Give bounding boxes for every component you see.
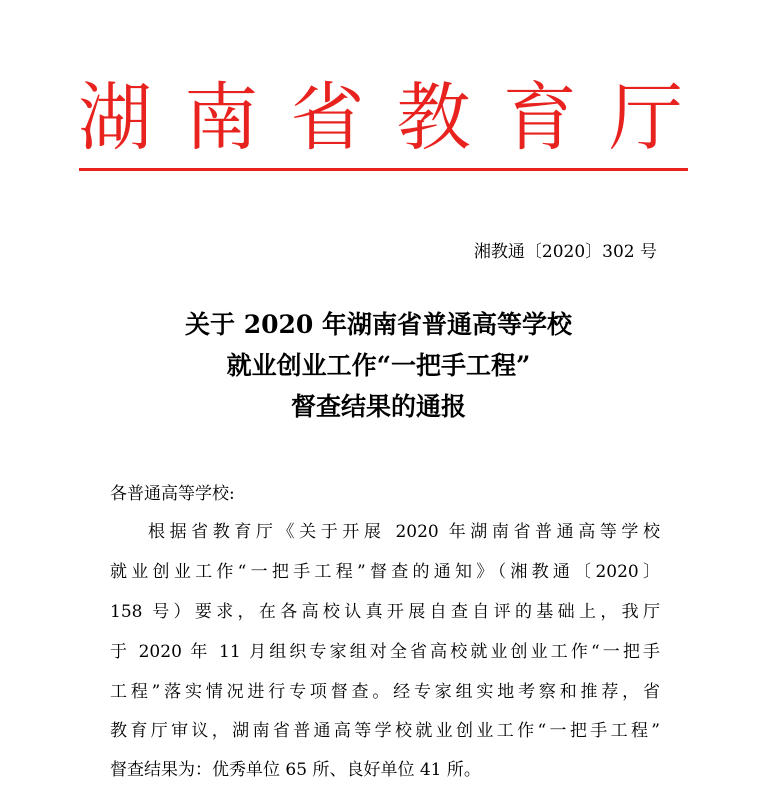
masthead-char: 省 — [290, 75, 365, 161]
body-text-line: 根据省教育厅《关于开展 2020 年湖南省普通高等学校 — [148, 522, 660, 542]
masthead-char: 育 — [502, 75, 577, 161]
document-title-line-3: 督查结果的通报 — [290, 392, 466, 421]
body-text-line: 就业创业工作“一把手工程”督查的通知》（湘教通〔2020〕 — [110, 562, 660, 582]
body-text-line: 督查结果为：优秀单位 65 所、良好单位 41 所。 — [110, 760, 481, 780]
body-text-line: 工程”落实情况进行专项督查。经专家组实地考察和推荐，省 — [110, 682, 660, 702]
body-text-line: 于 2020 年 11 月组织专家组对全省高校就业创业工作“一把手 — [110, 642, 660, 662]
masthead-char: 厅 — [608, 75, 683, 161]
masthead-char: 湖 — [78, 75, 152, 161]
document-number: 湘教通〔2020〕302 号 — [473, 242, 657, 262]
masthead-char: 南 — [184, 75, 259, 161]
issuer-masthead — [78, 75, 683, 161]
body-text-line: 158 号）要求，在各高校认真开展自查自评的基础上，我厅 — [110, 602, 660, 622]
red-header-rule — [79, 168, 688, 171]
salutation: 各普通高等学校: — [110, 484, 235, 504]
document-title-line-2: 就业创业工作“一把手工程” — [226, 351, 531, 380]
body-text-line: 教育厅审议，湖南省普通高等学校就业创业工作“一把手工程” — [110, 721, 660, 741]
document-title-line-1: 关于 2020 年湖南省普通高等学校 — [185, 310, 572, 339]
masthead-char: 教 — [396, 75, 471, 161]
